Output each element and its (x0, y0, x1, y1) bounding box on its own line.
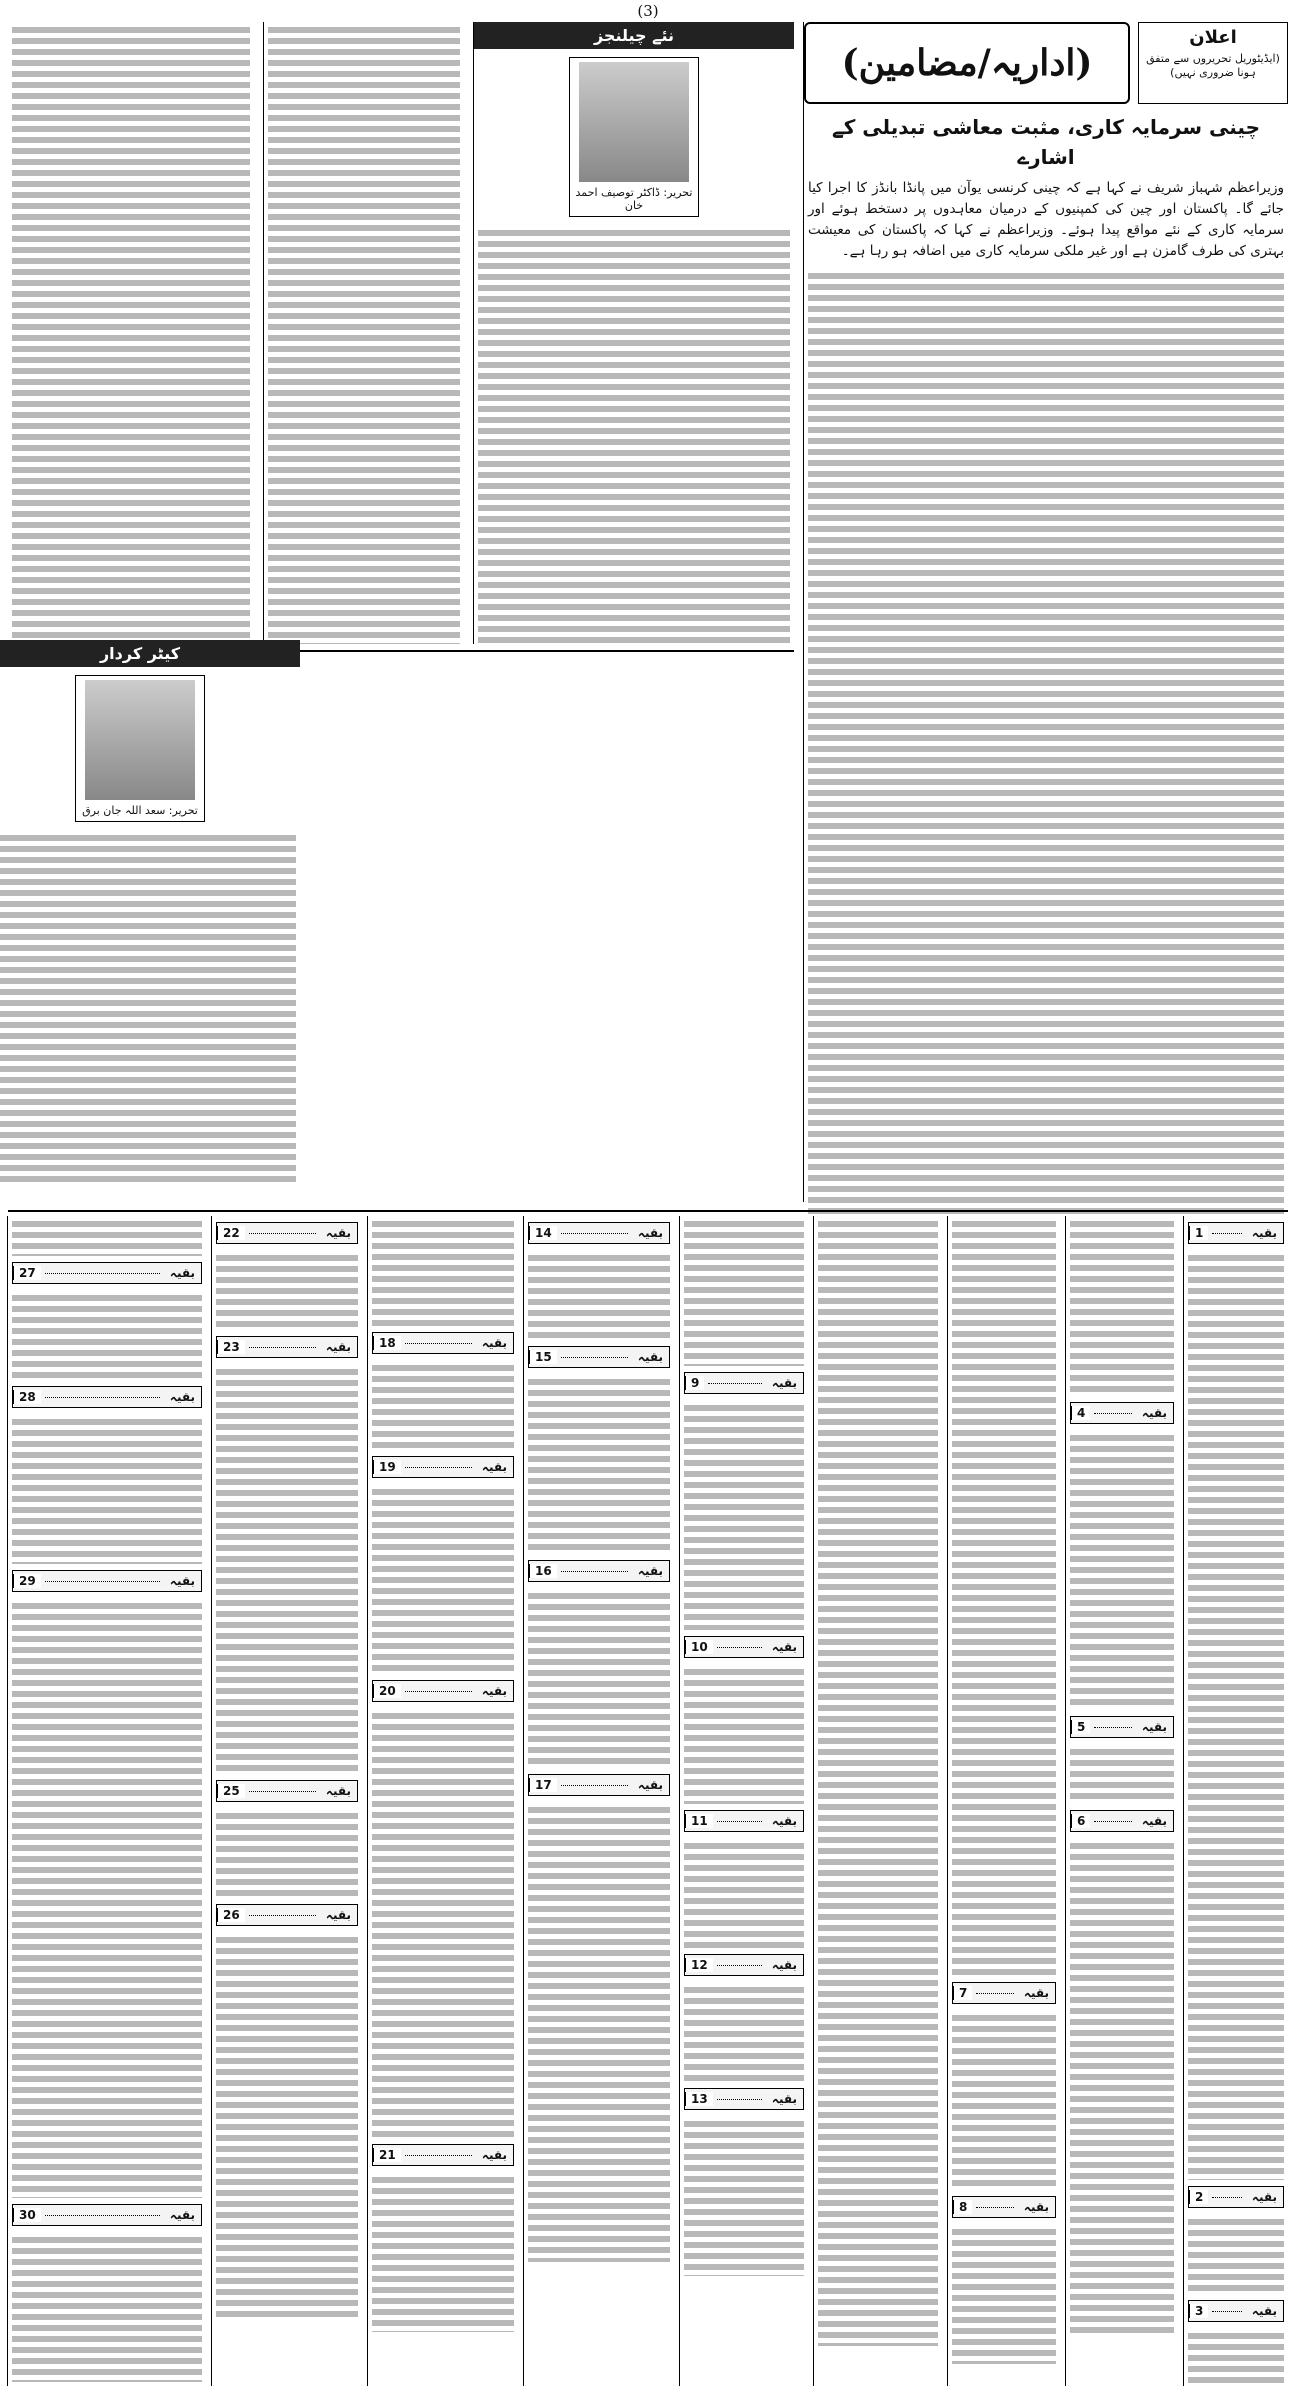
text-lines (0, 830, 296, 1185)
continuation-tag: بقیہ 11 (684, 1810, 804, 1832)
author-photo (579, 62, 689, 182)
continuation-column-5 (679, 1216, 808, 2386)
continuation-column-4 (813, 1216, 942, 2386)
continuations-section (8, 1210, 1288, 2392)
character-article (0, 640, 300, 1185)
text-lines (12, 22, 250, 644)
page-number: (3) (637, 2, 659, 20)
announcement-box (1138, 22, 1288, 104)
continuation-tag: بقیہ 16 (528, 1560, 670, 1582)
continuation-tag: بقیہ 2 (1188, 2186, 1284, 2208)
continuation-tag: بقیہ 28 (12, 1386, 202, 1408)
continuation-column-8 (211, 1216, 362, 2386)
challenges-article (473, 22, 794, 644)
continuation-tag: بقیہ 12 (684, 1954, 804, 1976)
continuation-tag: بقیہ 4 (1070, 1402, 1174, 1424)
character-header: کیٹر کردار (0, 640, 300, 667)
continuation-column-7 (367, 1216, 518, 2386)
continuation-column-2 (1065, 1216, 1178, 2386)
editorial-title: (اداریہ/مضامین) (804, 22, 1130, 104)
continuation-tag: بقیہ 17 (528, 1774, 670, 1796)
continuation-tag: بقیہ 21 (372, 2144, 514, 2166)
character-author-box (75, 675, 205, 822)
character-text-lines (0, 830, 296, 1185)
continuation-tag: بقیہ 10 (684, 1636, 804, 1658)
article-column-3 (8, 22, 254, 644)
continuation-tag: بقیہ 1 (1188, 1222, 1284, 1244)
continuation-tag: بقیہ 8 (952, 2196, 1056, 2218)
editorial-text-lines (808, 268, 1284, 1218)
editorial-column (803, 22, 1288, 1202)
continuation-tag: بقیہ 9 (684, 1372, 804, 1394)
continuation-tag: بقیہ 29 (12, 1570, 202, 1592)
continuation-column-3 (947, 1216, 1060, 2386)
continuation-tag: بقیہ 30 (12, 2204, 202, 2226)
challenges-author-box (569, 57, 699, 217)
continuation-column-6 (523, 1216, 674, 2386)
character-author: تحریر: سعد اللہ جان برق (82, 804, 198, 817)
continuation-tag: بقیہ 18 (372, 1332, 514, 1354)
challenges-author: تحریر: ڈاکٹر توصیف احمد خان (575, 186, 693, 212)
continuation-tag: بقیہ 25 (216, 1780, 358, 1802)
continuation-tag: بقیہ 20 (372, 1680, 514, 1702)
editorial-headline: چینی سرمایہ کاری، مثبت معاشی تبدیلی کے اشارے (831, 115, 1261, 169)
editorial-header (804, 22, 1288, 104)
editorial-body: وزیراعظم شہباز شریف نے کہا ہے کہ چینی کرنسی یوآن میں پانڈا بانڈز کا اجرا کیا جائے گا۔ پاکستان اور چین کی کمپنیوں کے درمیان معاہدوں پر دستخط ہوئے اور سرمایہ کاری کے نئے مواقع پیدا ہوئے۔ وزیراعظم نے کہا کہ پاکستان کی معیشت بہتری کی طرف گامزن ہے اور غیر ملکی سرمایہ کاری میں اضافہ ہو رہا ہے۔ (808, 180, 1284, 259)
announcement-text: (ایڈیٹوریل تحریروں سے متفق ہونا ضروری نہیں) (1146, 52, 1280, 80)
continuation-tag: بقیہ 19 (372, 1456, 514, 1478)
article-column-2 (263, 22, 464, 644)
continuation-tag: بقیہ 27 (12, 1262, 202, 1284)
article-text-lines (12, 22, 250, 644)
continuation-tag: بقیہ 23 (216, 1336, 358, 1358)
continuation-tag: بقیہ 26 (216, 1904, 358, 1926)
continuation-column-9 (7, 1216, 206, 2386)
challenges-header: نئے چیلنجز (474, 22, 794, 49)
text-lines (268, 22, 460, 644)
text-lines (808, 268, 1284, 1218)
continuation-column-1 (1183, 1216, 1288, 2386)
challenges-text-lines (478, 225, 790, 644)
continuation-tag: بقیہ 6 (1070, 1810, 1174, 1832)
announcement-title: اعلان (1189, 27, 1237, 48)
continuation-tag: بقیہ 14 (528, 1222, 670, 1244)
continuation-tag: بقیہ 22 (216, 1222, 358, 1244)
article-text-lines (268, 22, 460, 644)
author-photo (85, 680, 195, 800)
continuation-tag: بقیہ 13 (684, 2088, 804, 2110)
continuation-tag: بقیہ 15 (528, 1346, 670, 1368)
continuation-tag: بقیہ 5 (1070, 1716, 1174, 1738)
continuation-tag: بقیہ 3 (1188, 2300, 1284, 2322)
text-lines (478, 225, 790, 644)
middle-section (8, 640, 794, 1190)
continuation-tag: بقیہ 7 (952, 1982, 1056, 2004)
